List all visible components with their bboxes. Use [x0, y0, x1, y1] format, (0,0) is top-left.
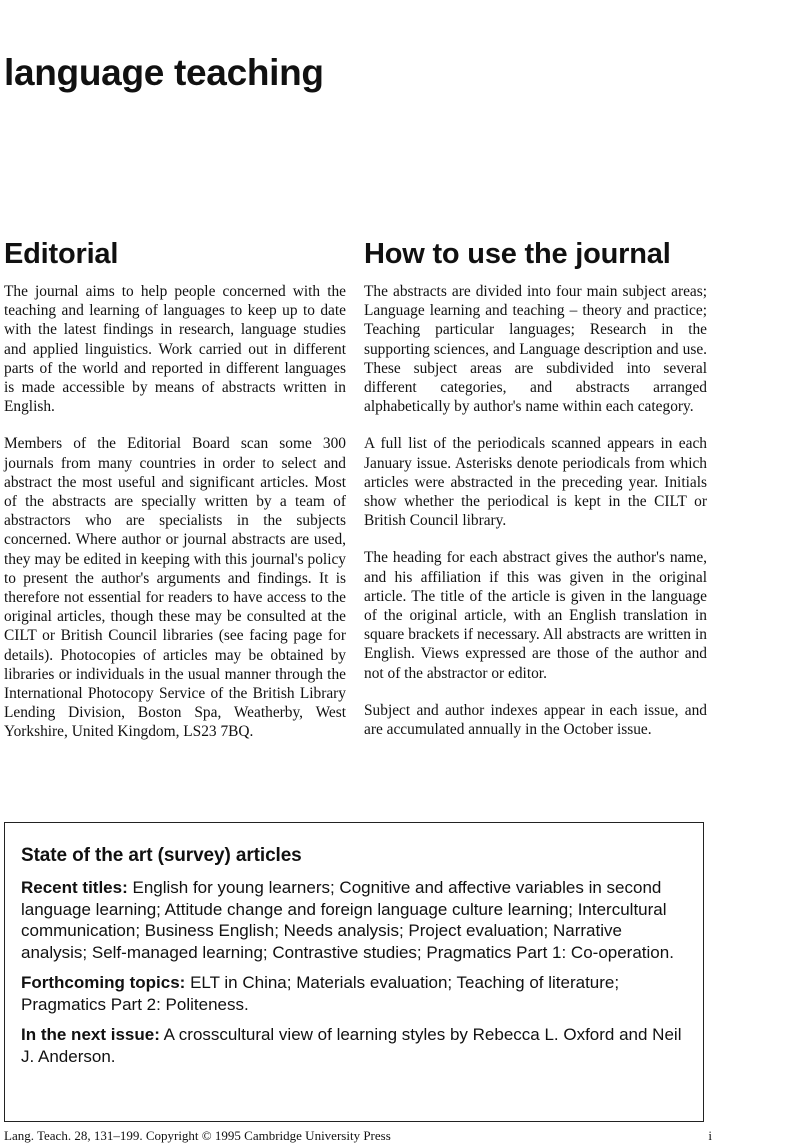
howto-heading: How to use the journal	[364, 238, 671, 270]
editorial-paragraph: The journal aims to help people concerned with the teaching and learning of languages to keep up to date with the latest findings in research, language studies and applied linguistics. Work carried out in different parts of the world and reported in different languages is made accessible by means of abstracts written in English.	[4, 283, 346, 416]
page-footer	[4, 1128, 712, 1144]
next-issue-label: In the next issue:	[21, 1025, 160, 1044]
howto-paragraph: Subject and author indexes appear in each issue, and are accumulated annually in the October issue.	[364, 701, 707, 739]
survey-box-heading: State of the art (survey) articles	[21, 845, 302, 866]
editorial-section	[4, 232, 346, 760]
next-issue-text: A crosscultural view of learning styles by Rebecca L. Oxford and Neil J. Anderson.	[21, 1025, 682, 1066]
masthead-title: language teaching	[4, 52, 324, 93]
editorial-heading: Editorial	[4, 238, 119, 270]
forthcoming-topics-text: ELT in China; Materials evaluation; Teaching of literature; Pragmatics Part 2: Politeness.	[21, 973, 620, 1014]
footer-citation: Lang. Teach. 28, 131–199. Copyright © 1995 Cambridge University Press	[4, 1128, 391, 1143]
recent-titles-text: English for young learners; Cognitive and affective variables in second language learning; Attitude change and foreign language culture learning; Intercultural communication; Business English; Needs analysis; Project evaluation; Narrative analysis; Self-managed learning; Contrastive studies; Pragmatics Part 1: Co-operation.	[21, 878, 674, 962]
page-number: i	[708, 1128, 712, 1143]
howto-paragraph: A full list of the periodicals scanned appears in each January issue. Asterisks denote periodicals from which articles were abstracted in the preceding year. Initials show whether the periodical is kept in the CILT or British Council library.	[364, 435, 707, 530]
howto-paragraph: The abstracts are divided into four main subject areas; Language learning and teaching – theory and practice; Teaching particular languages; Research in the supporting sciences, and Language description and use. These subject areas are subdivided into several different categories, and abstracts arranged alphabetically by author's name within each category.	[364, 283, 707, 416]
forthcoming-topics-label: Forthcoming topics:	[21, 973, 186, 992]
editorial-paragraph: Members of the Editorial Board scan some 300 journals from many countries in order to select and abstract the most useful and significant articles. Most of the abstracts are specially written by a team of abstractors who are specialists in the subjects concerned. Where author or journal abstracts are used, they may be edited in keeping with this journal's policy to present the author's arguments and findings. It is therefore not essential for readers to have access to the original articles, though these may be consulted at the CILT or British Council libraries (see facing page for details). Photocopies of articles may be obtained by libraries or individuals in the usual manner through the International Photocopy Service of the British Library Lending Division, Boston Spa, Weatherby, West Yorkshire, United Kingdom, LS23 7BQ.	[4, 435, 346, 741]
recent-titles	[21, 877, 687, 963]
howto-section	[364, 232, 707, 757]
next-issue	[21, 1024, 687, 1067]
forthcoming-topics	[21, 972, 687, 1015]
recent-titles-label: Recent titles:	[21, 878, 128, 897]
survey-articles-box	[4, 822, 704, 1122]
howto-paragraph: The heading for each abstract gives the author's name, and his affiliation if this was given in the original article. The title of the article is given in the language of the original article, with an English translation in square brackets if necessary. All abstracts are written in English. Views expressed are those of the author and not of the abstractor or editor.	[364, 549, 707, 682]
